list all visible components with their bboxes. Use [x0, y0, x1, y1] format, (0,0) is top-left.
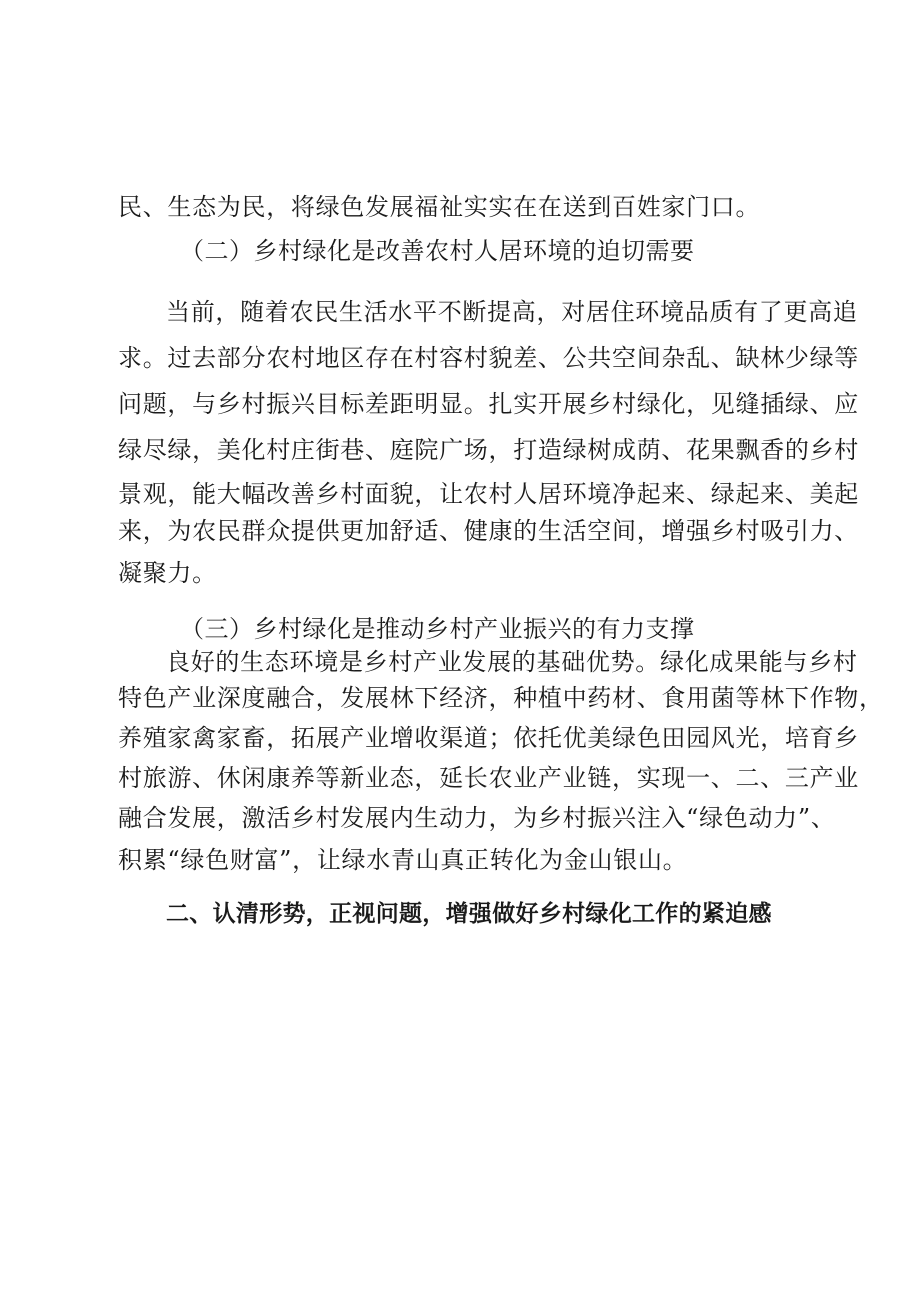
- paragraph-line: 凝聚力。: [118, 559, 217, 587]
- paragraph-line: 绿尽绿，美化村庄街巷、庭院广场，打造绿树成荫、花果飘香的乡村: [118, 436, 859, 464]
- paragraph-line: 融合发展，激活乡村发展内生动力，为乡村振兴注入“绿色动力”、: [118, 804, 836, 832]
- paragraph-line: 积累“绿色财富”，让绿水青山真正转化为金山银山。: [118, 846, 688, 874]
- section-heading: 二、认清形势，正视问题，增强做好乡村绿化工作的紧迫感: [166, 901, 772, 927]
- paragraph-line: 村旅游、休闲康养等新业态，延长农业产业链，实现一、二、三产业: [118, 764, 859, 792]
- paragraph-line: 特色产业深度融合，发展林下经济，种植中药材、食用菌等林下作物，: [118, 684, 884, 712]
- paragraph-line: 良好的生态环境是乡村产业发展的基础优势。绿化成果能与乡村: [166, 648, 858, 676]
- paragraph-line: 求。过去部分农村地区存在村容村貌差、公共空间杂乱、缺林少绿等: [118, 344, 859, 372]
- paragraph-line: 来，为农民群众提供更加舒适、健康的生活空间，增强乡村吸引力、: [118, 517, 859, 545]
- paragraph-line: 问题，与乡村振兴目标差距明显。扎实开展乡村绿化，见缝插绿、应: [118, 390, 859, 418]
- section-title-2: （二）乡村绿化是改善农村人居环境的迫切需要: [180, 237, 695, 265]
- section-title-3: （三）乡村绿化是推动乡村产业振兴的有力支撑: [180, 615, 695, 643]
- paragraph-line: 民、生态为民，将绿色发展福祉实实在在送到百姓家门口。: [118, 193, 761, 221]
- paragraph-line: 当前，随着农民生活水平不断提高，对居住环境品质有了更高追: [166, 298, 858, 326]
- paragraph-line: 景观，能大幅改善乡村面貌，让农村人居环境净起来、绿起来、美起: [118, 480, 859, 508]
- paragraph-line: 养殖家禽家畜，拓展产业增收渠道；依托优美绿色田园风光，培育乡: [118, 724, 859, 752]
